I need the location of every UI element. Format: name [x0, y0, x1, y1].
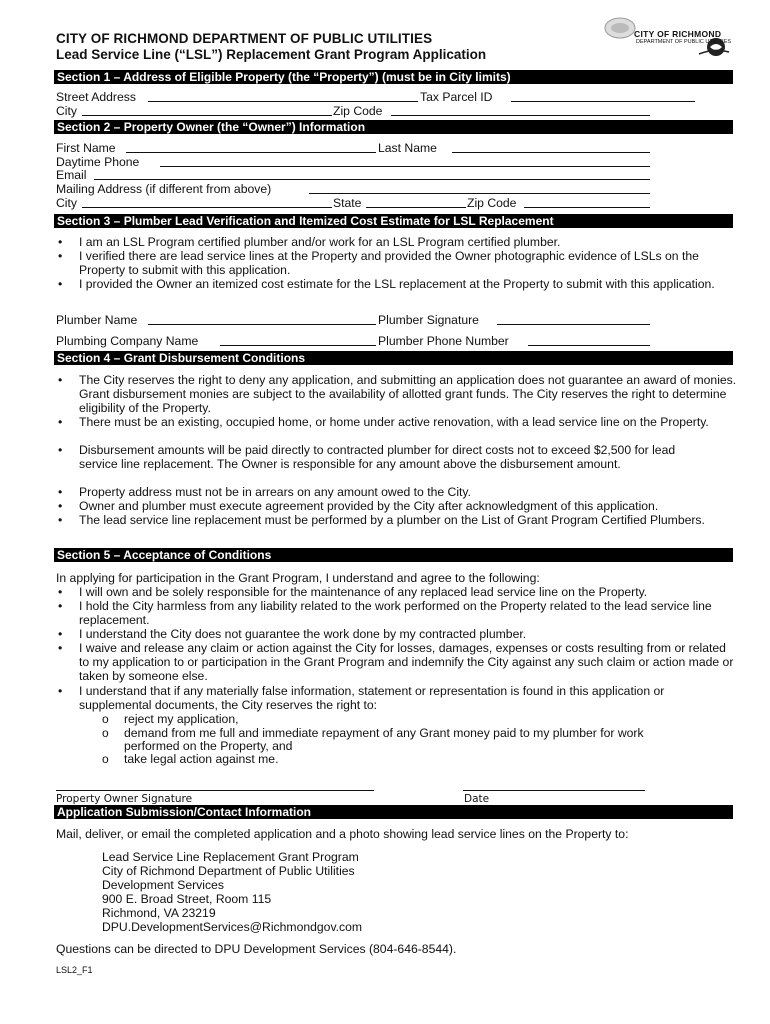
owner-signature-field[interactable] [56, 790, 374, 791]
section5-sub-bullet-continued: performed on the Property, and [124, 739, 293, 753]
section5-bullet: I understand that if any materially false information, statement or representation is found in this application or supplemental documents, the City reserves the right to: [79, 684, 665, 712]
owner-zip-field[interactable] [524, 207, 650, 208]
section4-bullet: The lead service line replacement must be performed by a plumber on the List of Grant Program Certified Plumbers. [79, 513, 705, 527]
section5-intro: In applying for participation in the Grant Program, I understand and agree to the following: [56, 571, 540, 585]
bullet-icon: • [58, 277, 63, 291]
bullet-icon: • [58, 499, 63, 513]
bullet-icon: • [58, 513, 63, 527]
address-line: 900 E. Broad Street, Room 115 [102, 892, 272, 906]
address-line: City of Richmond Department of Public Utilities [102, 864, 355, 878]
logo-dept-text: DEPARTMENT OF PUBLIC UTILITIES [636, 39, 732, 45]
date-field[interactable] [463, 790, 645, 791]
section4-bullet: There must be an existing, occupied home, or home under active renovation, with a lead service line on the Property. [79, 415, 709, 429]
section1-heading: Section 1 – Address of Eligible Property (the “Property”) (must be in City limits) [54, 70, 733, 84]
section5-bullet: I waive and release any claim or action against the City for losses, damages, expenses or costs resulting from or related to my application to or participation in the Grant Program and indemnify the City against any such claim or action made or taken by someone else. [79, 641, 734, 683]
circle-bullet-icon: o [102, 712, 109, 726]
section3-bullet: I provided the Owner an itemized cost estimate for the LSL replacement at the Property to submit with this application. [79, 277, 715, 291]
daytime-phone-field[interactable] [160, 166, 650, 167]
contact-email-link[interactable]: DPU.DevelopmentServices@Richmondgov.com [102, 920, 363, 934]
state-label: State [333, 196, 362, 210]
bullet-icon: • [58, 684, 63, 698]
tax-parcel-label: Tax Parcel ID [420, 90, 493, 104]
last-name-label: Last Name [378, 141, 437, 155]
bullet-icon: • [58, 641, 63, 655]
bullet-icon: • [58, 415, 63, 429]
street-address-label: Street Address [56, 90, 136, 104]
mailing-address-label: Mailing Address (if different from above) [56, 182, 272, 196]
circle-bullet-icon: o [102, 726, 109, 740]
section5-bullet: I understand the City does not guarantee the work done by my contracted plumber. [79, 627, 527, 641]
plumber-signature-label: Plumber Signature [378, 313, 479, 327]
address-line: Lead Service Line Replacement Grant Program [102, 850, 359, 864]
city-label: City [56, 104, 77, 118]
section4-bullet: Property address must not be in arrears on any amount owed to the City. [79, 485, 472, 499]
section3-heading: Section 3 – Plumber Lead Verification and Itemized Cost Estimate for LSL Replacement [54, 214, 733, 228]
form-id: LSL2_F1 [56, 965, 93, 975]
last-name-field[interactable] [452, 152, 650, 153]
mailing-address-field[interactable] [309, 193, 650, 194]
first-name-field[interactable] [126, 152, 376, 153]
zip-label: Zip Code [333, 104, 383, 118]
bullet-icon: • [58, 235, 63, 249]
owner-zip-label: Zip Code [467, 196, 517, 210]
owner-city-label: City [56, 196, 77, 210]
street-address-field[interactable] [148, 101, 418, 102]
section4-bullet: Owner and plumber must execute agreement provided by the City after acknowledgment of this application. [79, 499, 659, 513]
plumber-signature-field[interactable] [497, 324, 650, 325]
tax-parcel-field[interactable] [511, 101, 695, 102]
bullet-icon: • [58, 627, 63, 641]
section5-bullet: I hold the City harmless from any liability related to the work performed on the Property related to the lead service line replacement. [79, 599, 712, 627]
plumber-phone-field[interactable] [528, 345, 650, 346]
circle-bullet-icon: o [102, 752, 109, 766]
section3-bullet: I am an LSL Program certified plumber and/or work for an LSL Program certified plumber. [79, 235, 561, 249]
section5-sub-bullet: reject my application, [124, 712, 239, 726]
section4-bullet: The City reserves the right to deny any application, and submitting an application does not guarantee an award of monies. Grant disbursement monies are subject to the availability of allotted grant funds. The City reserves the right to determine eligibility of the Property. [79, 373, 737, 415]
plumber-name-label: Plumber Name [56, 313, 138, 327]
bullet-icon: • [58, 599, 63, 613]
owner-signature-label: Property Owner Signature [56, 793, 193, 805]
date-label: Date [464, 793, 490, 805]
plumber-name-field[interactable] [148, 324, 376, 325]
section5-bullet: I will own and be solely responsible for the maintenance of any replaced lead service line on the Property. [79, 585, 648, 599]
address-line: Richmond, VA 23219 [102, 906, 216, 920]
daytime-phone-label: Daytime Phone [56, 155, 140, 169]
first-name-label: First Name [56, 141, 116, 155]
section5-sub-bullet: take legal action against me. [124, 752, 279, 766]
zip-field[interactable] [391, 115, 650, 116]
logo-city-text: CITY OF RICHMOND [634, 29, 722, 39]
address-line: Development Services [102, 878, 224, 892]
form-subtitle: Lead Service Line (“LSL”) Replacement Grant Program Application [56, 47, 487, 62]
section5-heading: Section 5 – Acceptance of Conditions [54, 548, 733, 562]
questions-text: Questions can be directed to DPU Development Services (804-646-8544). [56, 942, 457, 956]
section4-bullet: Disbursement amounts will be paid directly to contracted plumber for direct costs not to exceed $2,500 for lead service line replacement. The Owner is responsible for any amount above the disbursement amount. [79, 443, 676, 471]
form-title: CITY OF RICHMOND DEPARTMENT OF PUBLIC UTILITIES [56, 31, 433, 46]
city-logo [604, 14, 734, 60]
submission-intro: Mail, deliver, or email the completed application and a photo showing lead service lines on the Property to: [56, 827, 629, 841]
section3-bullet: I verified there are lead service lines at the Property and provided the Owner photographic evidence of LSLs on the Property to submit with this application. [79, 249, 699, 277]
section4-heading: Section 4 – Grant Disbursement Conditions [54, 351, 733, 365]
bullet-icon: • [58, 373, 63, 387]
section5-sub-bullet: demand from me full and immediate repayment of any Grant money paid to my plumber for work [124, 726, 644, 740]
email-field[interactable] [94, 179, 650, 180]
section2-heading: Section 2 – Property Owner (the “Owner”) Information [54, 120, 733, 134]
owner-city-field[interactable] [82, 207, 332, 208]
bullet-icon: • [58, 485, 63, 499]
submission-heading: Application Submission/Contact Information [54, 805, 733, 819]
bullet-icon: • [58, 585, 63, 599]
bullet-icon: • [58, 443, 63, 457]
bullet-icon: • [58, 249, 63, 263]
company-name-field[interactable] [220, 345, 376, 346]
city-field[interactable] [82, 115, 332, 116]
company-name-label: Plumbing Company Name [56, 334, 199, 348]
plumber-phone-label: Plumber Phone Number [378, 334, 509, 348]
email-label: Email [56, 168, 87, 182]
state-field[interactable] [366, 207, 466, 208]
